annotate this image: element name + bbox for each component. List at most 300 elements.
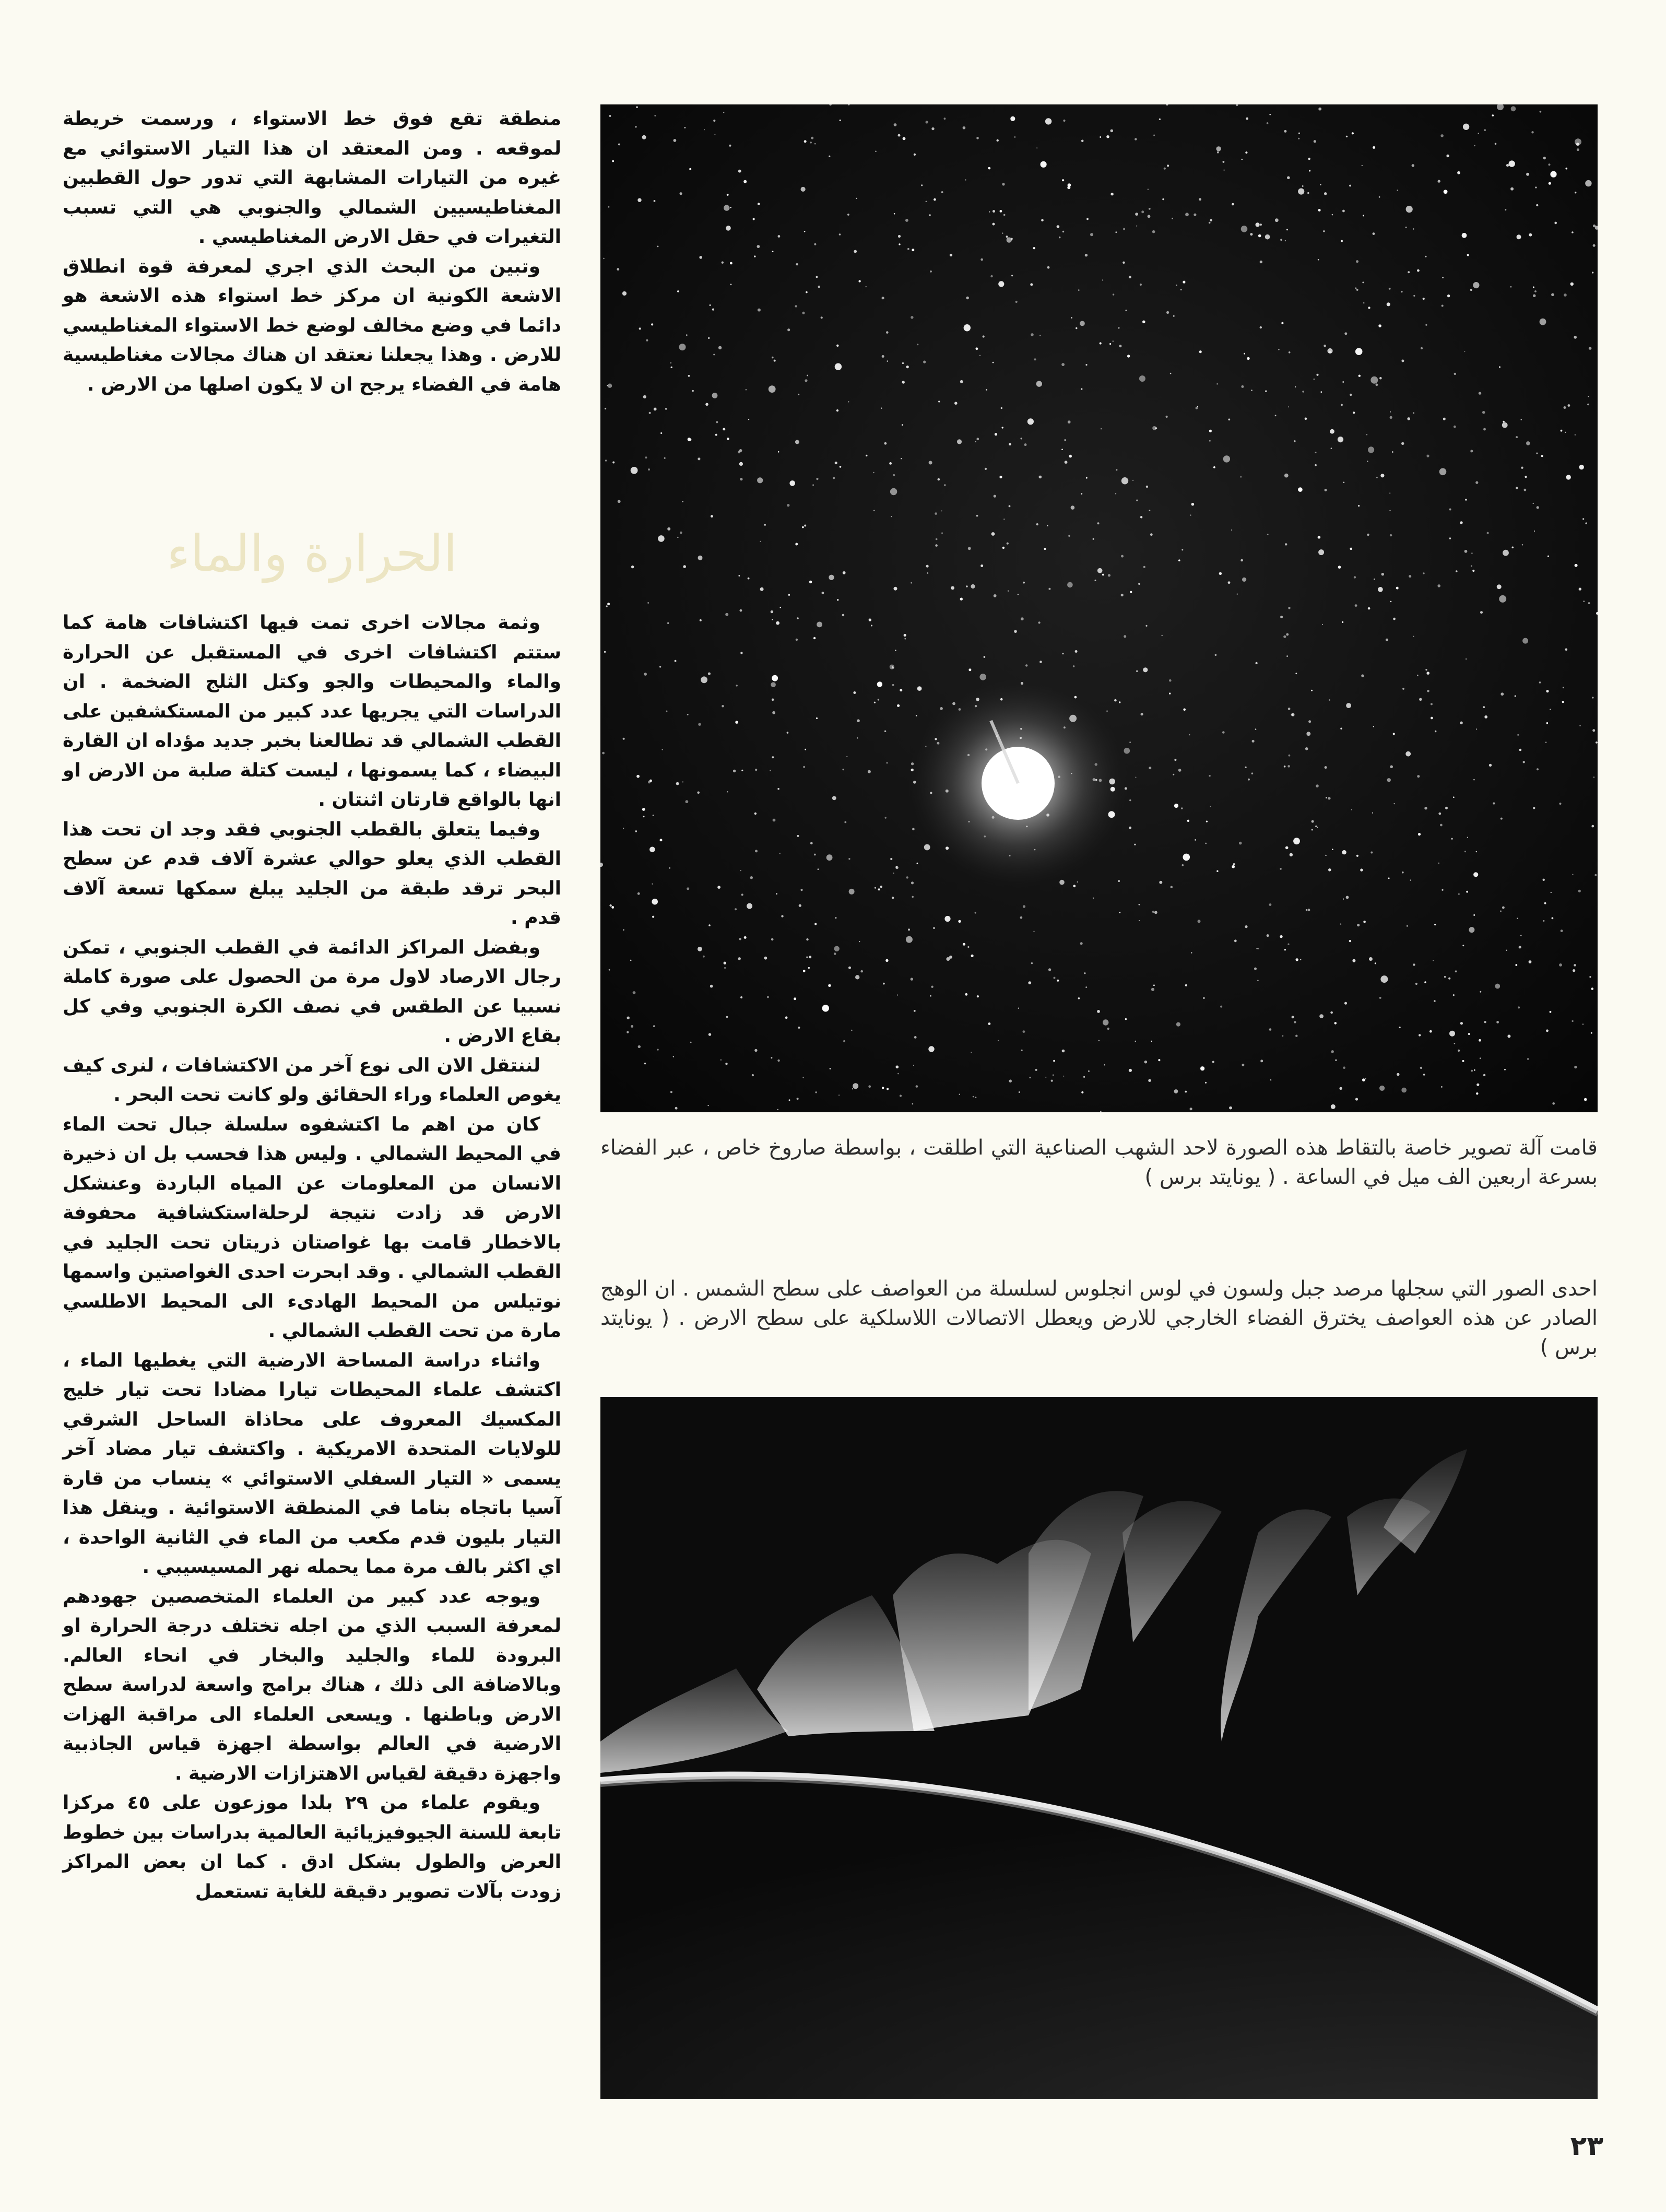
star: [894, 123, 897, 126]
star: [708, 924, 711, 926]
star: [1591, 987, 1594, 990]
star: [842, 614, 845, 617]
star: [1311, 690, 1313, 691]
star: [1103, 1019, 1108, 1025]
star: [1468, 1033, 1470, 1035]
star: [1549, 163, 1551, 166]
star: [651, 323, 653, 325]
star: [1388, 877, 1390, 879]
star: [839, 233, 841, 236]
star: [971, 1052, 972, 1053]
star: [772, 357, 774, 359]
star: [1500, 911, 1502, 912]
star: [1075, 650, 1078, 653]
star: [1502, 907, 1505, 909]
star: [848, 401, 849, 402]
star: [1582, 518, 1584, 520]
star: [1173, 315, 1175, 317]
star: [1453, 796, 1455, 798]
star: [1402, 872, 1404, 874]
star: [843, 1040, 845, 1042]
star: [1572, 231, 1574, 233]
star: [1405, 227, 1407, 228]
star: [1239, 842, 1242, 845]
star: [1045, 118, 1051, 124]
star: [1209, 222, 1211, 224]
star: [1356, 855, 1358, 857]
star: [835, 462, 837, 464]
star: [746, 389, 747, 390]
star: [789, 480, 795, 486]
star: [658, 535, 665, 542]
star: [1413, 963, 1415, 966]
star: [1424, 807, 1427, 809]
star: [938, 401, 940, 402]
article-paragraph: ويوجه عدد كبير من العلماء المتخصصين جهودهم لمعرفة السبب الذي من اجله تختلف درجة الحرارة او البرودة للماء والجليد والبخار في انحاء العالم. وبالاضافة الى ذلك ، هناك برامج واسعة لدراسة سطح الارض وباطنها . ويسعى العلماء الى مراقبة الهزات الارضية في العالم بواسطة اجهزة قياس الجاذبية واجهزة دقيقة لقياس الاهتزازات الارضية .: [63, 1585, 561, 1784]
star: [698, 457, 700, 460]
star: [1209, 440, 1211, 442]
star: [1038, 621, 1041, 623]
star: [1424, 981, 1426, 983]
star: [1429, 1030, 1432, 1033]
star: [966, 585, 968, 587]
star: [1442, 277, 1444, 278]
star: [1316, 374, 1318, 376]
star: [797, 617, 799, 619]
star: [897, 1073, 899, 1075]
star: [986, 389, 987, 391]
star: [1464, 550, 1468, 553]
star: [741, 770, 743, 771]
star: [1257, 980, 1259, 981]
star: [698, 556, 703, 560]
star: [856, 198, 857, 199]
star: [1242, 578, 1246, 582]
star: [1419, 698, 1422, 701]
star: [741, 893, 743, 896]
star: [1001, 407, 1002, 409]
star: [810, 842, 813, 844]
star: [1311, 829, 1313, 831]
star: [1358, 505, 1360, 507]
star: [1574, 336, 1577, 339]
star: [1086, 477, 1088, 479]
star: [1283, 636, 1286, 638]
star: [1086, 218, 1089, 220]
star: [753, 218, 755, 220]
star: [860, 970, 863, 973]
star: [1174, 759, 1176, 761]
star: [1591, 1032, 1592, 1034]
star: [1183, 281, 1185, 284]
star: [1546, 1029, 1549, 1032]
star: [700, 619, 702, 621]
star: [1178, 559, 1180, 561]
star: [882, 355, 884, 358]
star: [617, 268, 619, 270]
star: [833, 477, 835, 479]
star: [687, 887, 689, 890]
star: [1506, 164, 1509, 167]
star: [1509, 160, 1515, 167]
star: [715, 434, 717, 436]
star: [1315, 826, 1317, 827]
star: [1413, 636, 1414, 637]
star: [1073, 885, 1076, 887]
star: [1387, 778, 1391, 782]
star: [1584, 1098, 1587, 1101]
star: [1149, 208, 1151, 210]
star: [1203, 997, 1205, 999]
star: [979, 355, 980, 356]
star: [1476, 728, 1477, 730]
star: [771, 938, 774, 941]
star: [1141, 210, 1144, 213]
star: [1078, 997, 1080, 999]
star: [1547, 556, 1549, 557]
star: [648, 468, 650, 470]
star: [758, 203, 760, 205]
star: [1258, 234, 1261, 238]
star: [1499, 595, 1506, 603]
star: [686, 800, 689, 803]
star: [1151, 988, 1154, 991]
star: [818, 286, 821, 288]
star: [738, 170, 741, 173]
star: [1369, 957, 1373, 961]
star: [858, 280, 860, 282]
star: [1576, 143, 1579, 146]
star: [726, 226, 731, 231]
star: [1198, 920, 1201, 923]
star: [1579, 465, 1584, 469]
star: [724, 967, 726, 969]
star: [994, 495, 996, 498]
star: [671, 367, 672, 368]
star: [1002, 233, 1003, 234]
star: [1115, 493, 1116, 494]
star: [1355, 287, 1356, 289]
star: [1368, 607, 1370, 610]
star: [1568, 404, 1570, 407]
star: [1287, 765, 1290, 768]
star: [881, 408, 882, 409]
star: [840, 466, 842, 468]
star: [643, 816, 645, 817]
star: [1367, 534, 1369, 536]
star: [787, 732, 789, 734]
star: [902, 424, 903, 426]
star: [608, 384, 612, 388]
star: [740, 870, 741, 871]
star: [1476, 1084, 1479, 1086]
star: [1431, 703, 1433, 705]
star: [1354, 576, 1356, 578]
article-paragraph: كان من اهم ما اكتشفوه سلسلة جبال تحت الماء في المحيط الشمالي . وليس هذا فحسب بل ان ذخيرة الانسان من المعلومات عن المياه الباردة وعنشكل الارض قد زادت نتيجة لرحلةاستكشافية محفوفة بالاخطار قامت بها غواصتان ذريتان تحت الجليد في القطب الشمالي . وقد ابحرت احدى الغواصتين واسمها نوتيلس من المحيط الهادىء الى المحيط الاطلسي مارة من تحت القطب الشمالي .: [63, 1113, 561, 1342]
star: [1415, 983, 1417, 985]
star: [1550, 709, 1551, 710]
star: [716, 421, 718, 423]
star: [906, 876, 908, 878]
star: [976, 347, 978, 350]
star: [1071, 317, 1072, 319]
star: [777, 788, 779, 790]
star: [1387, 302, 1390, 306]
star: [1114, 699, 1117, 702]
star: [1315, 464, 1317, 466]
star: [1260, 223, 1262, 226]
star: [1009, 443, 1011, 446]
star: [1166, 416, 1168, 418]
star: [1285, 240, 1286, 241]
star: [1098, 1040, 1100, 1041]
star: [1014, 136, 1016, 138]
star: [1150, 533, 1153, 536]
star: [725, 1063, 727, 1065]
star: [707, 1105, 708, 1106]
star: [1473, 872, 1478, 877]
star: [1302, 391, 1304, 393]
star: [1006, 236, 1008, 238]
star: [697, 792, 700, 794]
star: [1535, 186, 1537, 188]
star: [772, 699, 774, 701]
star: [803, 970, 806, 972]
star: [1413, 412, 1414, 414]
star: [1470, 289, 1472, 291]
star: [902, 381, 905, 383]
star: [806, 291, 808, 293]
star: [1466, 658, 1467, 660]
star: [1449, 1031, 1455, 1037]
star: [971, 584, 975, 589]
star: [1311, 820, 1314, 823]
star: [930, 270, 932, 273]
star: [1330, 429, 1334, 434]
star: [797, 1098, 799, 1100]
star: [1471, 1070, 1473, 1072]
star: [1401, 291, 1402, 292]
star: [808, 967, 810, 969]
star: [1517, 234, 1521, 239]
star: [1317, 827, 1318, 828]
star: [739, 575, 740, 576]
star: [887, 762, 888, 764]
star: [1254, 968, 1257, 970]
star: [1061, 363, 1065, 366]
star: [1386, 639, 1388, 641]
star: [780, 607, 782, 608]
star: [1563, 687, 1564, 688]
star: [929, 214, 931, 216]
star: [1516, 436, 1518, 438]
star: [990, 275, 992, 277]
star: [822, 1005, 829, 1011]
star: [1097, 1010, 1100, 1013]
star: [1065, 461, 1068, 464]
star: [664, 457, 666, 459]
star: [804, 525, 806, 527]
star: [884, 731, 886, 732]
star: [878, 888, 880, 890]
star: [814, 923, 817, 925]
star: [1130, 591, 1132, 593]
star: [1282, 1036, 1284, 1037]
star: [1158, 1059, 1160, 1061]
star: [738, 957, 741, 960]
star: [801, 187, 806, 192]
star: [1441, 889, 1443, 891]
star: [887, 360, 888, 361]
star: [885, 817, 887, 818]
comet-photo: [600, 104, 1598, 1112]
star: [1320, 391, 1322, 393]
star: [643, 395, 646, 398]
star: [1389, 288, 1391, 290]
star: [1206, 821, 1208, 822]
star: [1475, 481, 1478, 484]
star: [1306, 732, 1310, 736]
star: [1565, 432, 1566, 433]
star: [1054, 977, 1056, 979]
star: [963, 943, 965, 946]
star: [1439, 468, 1447, 476]
star: [1200, 1066, 1204, 1070]
star: [1035, 1069, 1037, 1071]
star: [1284, 474, 1289, 478]
star: [1507, 1034, 1510, 1038]
star: [1031, 962, 1033, 964]
starfield-image: [600, 104, 1598, 1112]
star: [1561, 929, 1563, 932]
star: [677, 290, 679, 292]
star: [1228, 581, 1231, 584]
star: [1110, 193, 1113, 195]
star: [799, 904, 801, 907]
star: [805, 379, 807, 382]
article-paragraph: منطقة تقع فوق خط الاستواء ، ورسمت خريطة لموقعه . ومن المعتقد ان هذا التيار الاستوائي مع غيره من التيارات المشابهة التي تدور حول القطبين المغناطيسيين الشمالي والجنوبي هي التي تسبب التغيرات في حقل الارض المغناطيسي .: [63, 108, 561, 248]
star: [708, 673, 711, 675]
star: [1376, 383, 1378, 386]
star: [795, 543, 798, 546]
star: [1191, 952, 1192, 954]
star: [1465, 499, 1467, 501]
star: [1546, 722, 1548, 724]
star: [846, 756, 847, 757]
star: [1153, 984, 1155, 986]
star: [936, 538, 938, 540]
star: [1335, 1060, 1337, 1061]
star: [1180, 289, 1182, 290]
star: [979, 674, 986, 680]
star: [1397, 190, 1399, 191]
star: [1148, 189, 1149, 190]
star: [757, 477, 763, 483]
star: [653, 1025, 655, 1027]
star: [884, 442, 887, 445]
star: [1358, 375, 1361, 377]
star: [935, 512, 937, 515]
star: [807, 375, 808, 376]
star: [1480, 991, 1481, 993]
star: [1220, 1006, 1222, 1008]
star: [875, 151, 877, 152]
star: [703, 956, 705, 958]
star: [912, 828, 915, 831]
star: [1512, 547, 1514, 549]
star: [1346, 896, 1349, 899]
star: [710, 304, 711, 306]
star: [1537, 506, 1539, 509]
star: [1543, 157, 1546, 159]
star: [1438, 813, 1441, 815]
star: [1256, 662, 1258, 664]
star: [1136, 500, 1138, 501]
star: [1589, 347, 1592, 350]
star: [817, 622, 822, 628]
star: [917, 686, 922, 691]
star: [776, 893, 777, 895]
star: [1570, 283, 1574, 286]
star: [1288, 406, 1289, 407]
star: [1510, 286, 1512, 288]
star: [1199, 350, 1202, 353]
star: [652, 916, 654, 918]
star: [698, 947, 702, 951]
star: [1379, 377, 1382, 380]
star: [1059, 880, 1065, 885]
star: [1471, 565, 1472, 567]
star: [1454, 426, 1456, 428]
star: [675, 1107, 678, 1110]
star: [1584, 601, 1585, 602]
star: [1183, 709, 1186, 711]
star: [1492, 114, 1494, 116]
star: [1174, 1089, 1178, 1093]
star: [1350, 394, 1352, 396]
star: [667, 622, 669, 624]
star: [1223, 170, 1224, 171]
star: [1447, 295, 1450, 297]
star: [975, 912, 976, 913]
star: [787, 328, 790, 331]
star: [1284, 130, 1286, 133]
star: [843, 769, 844, 770]
star: [739, 938, 741, 940]
star: [637, 892, 640, 895]
star: [1010, 116, 1015, 121]
star: [959, 1094, 960, 1095]
star: [1190, 1108, 1192, 1110]
star: [730, 262, 732, 265]
star: [1113, 340, 1114, 342]
star: [1574, 964, 1576, 967]
star: [855, 975, 859, 979]
star: [1041, 161, 1047, 168]
star: [1324, 345, 1326, 347]
star: [1170, 373, 1172, 374]
star: [674, 139, 677, 142]
star: [1503, 421, 1504, 422]
star: [1502, 422, 1508, 428]
star: [893, 474, 895, 476]
star: [963, 126, 966, 130]
star: [1138, 583, 1140, 585]
star: [994, 594, 997, 597]
star: [1081, 1091, 1083, 1093]
star: [1462, 1060, 1464, 1062]
star: [1102, 574, 1104, 576]
